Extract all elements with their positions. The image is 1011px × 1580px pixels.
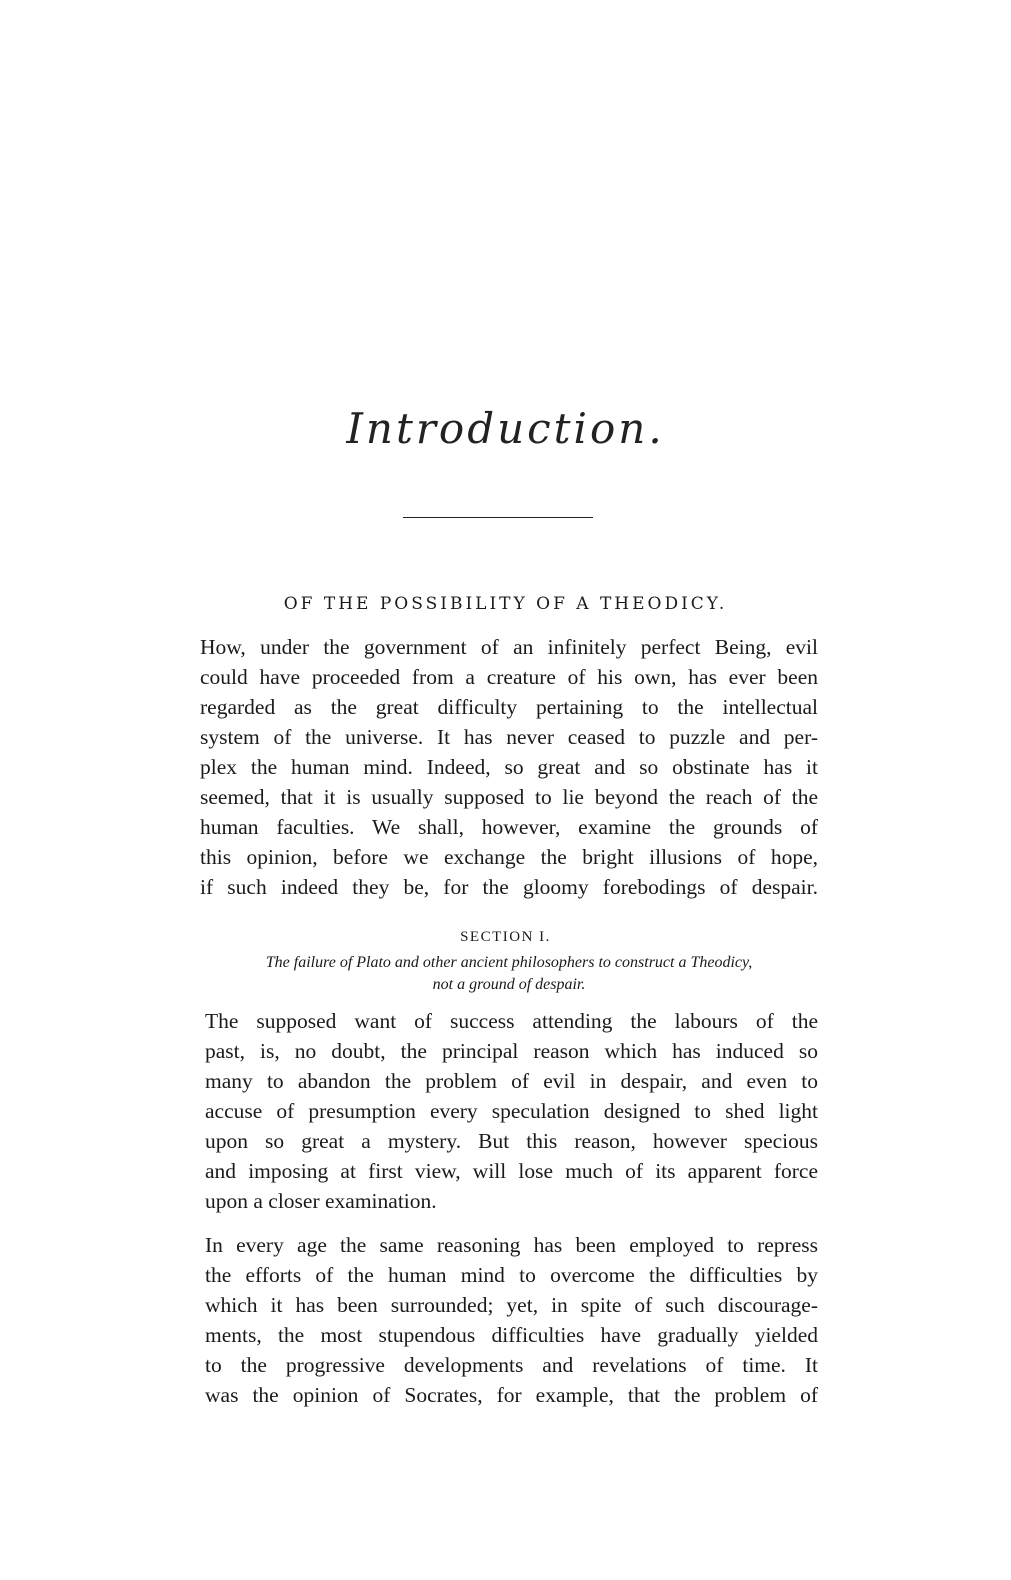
text-line: In every age the same reasoning has been employed to repress xyxy=(205,1233,818,1257)
text-line: was the opinion of Socrates, for example, that the problem of xyxy=(205,1383,818,1407)
section-label: SECTION I. xyxy=(460,929,551,945)
text-line: ments, the most stupendous difficulties have gradually yielded xyxy=(205,1323,818,1347)
text-line: many to abandon the problem of evil in despair, and even to xyxy=(205,1069,818,1093)
chapter-heading: OF THE POSSIBILITY OF A THEODICY. xyxy=(283,594,728,614)
paragraph-section-2 xyxy=(200,1230,818,1410)
text-line: How, under the government of an infinitely perfect Being, evil xyxy=(200,635,818,659)
paragraph-section-1 xyxy=(200,1006,818,1216)
title-rule xyxy=(403,517,593,518)
text-line: The supposed want of success attending the labours of the xyxy=(205,1009,818,1033)
text-line: could have proceeded from a creature of his own, has ever been xyxy=(200,665,818,689)
text-line: which it has been surrounded; yet, in spite of such discourage- xyxy=(205,1293,818,1317)
text-line: to the progressive developments and revelations of time. It xyxy=(205,1353,818,1377)
text-line: accuse of presumption every speculation designed to shed light xyxy=(205,1099,818,1123)
paragraph-intro xyxy=(200,632,818,902)
chapter-title: Introduction. xyxy=(346,404,665,453)
text-line: this opinion, before we exchange the bright illusions of hope, xyxy=(200,845,818,869)
subtitle-line: not a ground of despair. xyxy=(432,976,586,993)
text-line: upon so great a mystery. But this reason, however specious xyxy=(205,1129,818,1153)
text-line: upon a closer examination. xyxy=(205,1189,437,1213)
text-line: regarded as the great difficulty pertaining to the intellectual xyxy=(200,695,818,719)
text-line: and imposing at first view, will lose much of its apparent force xyxy=(205,1159,818,1183)
subtitle-line: The failure of Plato and other ancient philosophers to construct a Theodicy, xyxy=(265,954,753,971)
text-line: past, is, no doubt, the principal reason which has induced so xyxy=(205,1039,818,1063)
text-line: human faculties. We shall, however, examine the grounds of xyxy=(200,815,818,839)
section-subtitle xyxy=(200,952,818,996)
text-line: plex the human mind. Indeed, so great and so obstinate has it xyxy=(200,755,818,779)
text-line: if such indeed they be, for the gloomy forebodings of despair. xyxy=(200,875,818,899)
text-line: seemed, that it is usually supposed to lie beyond the reach of the xyxy=(200,785,818,809)
text-line: the efforts of the human mind to overcome the difficulties by xyxy=(205,1263,818,1287)
text-line: system of the universe. It has never ceased to puzzle and per- xyxy=(200,725,818,749)
